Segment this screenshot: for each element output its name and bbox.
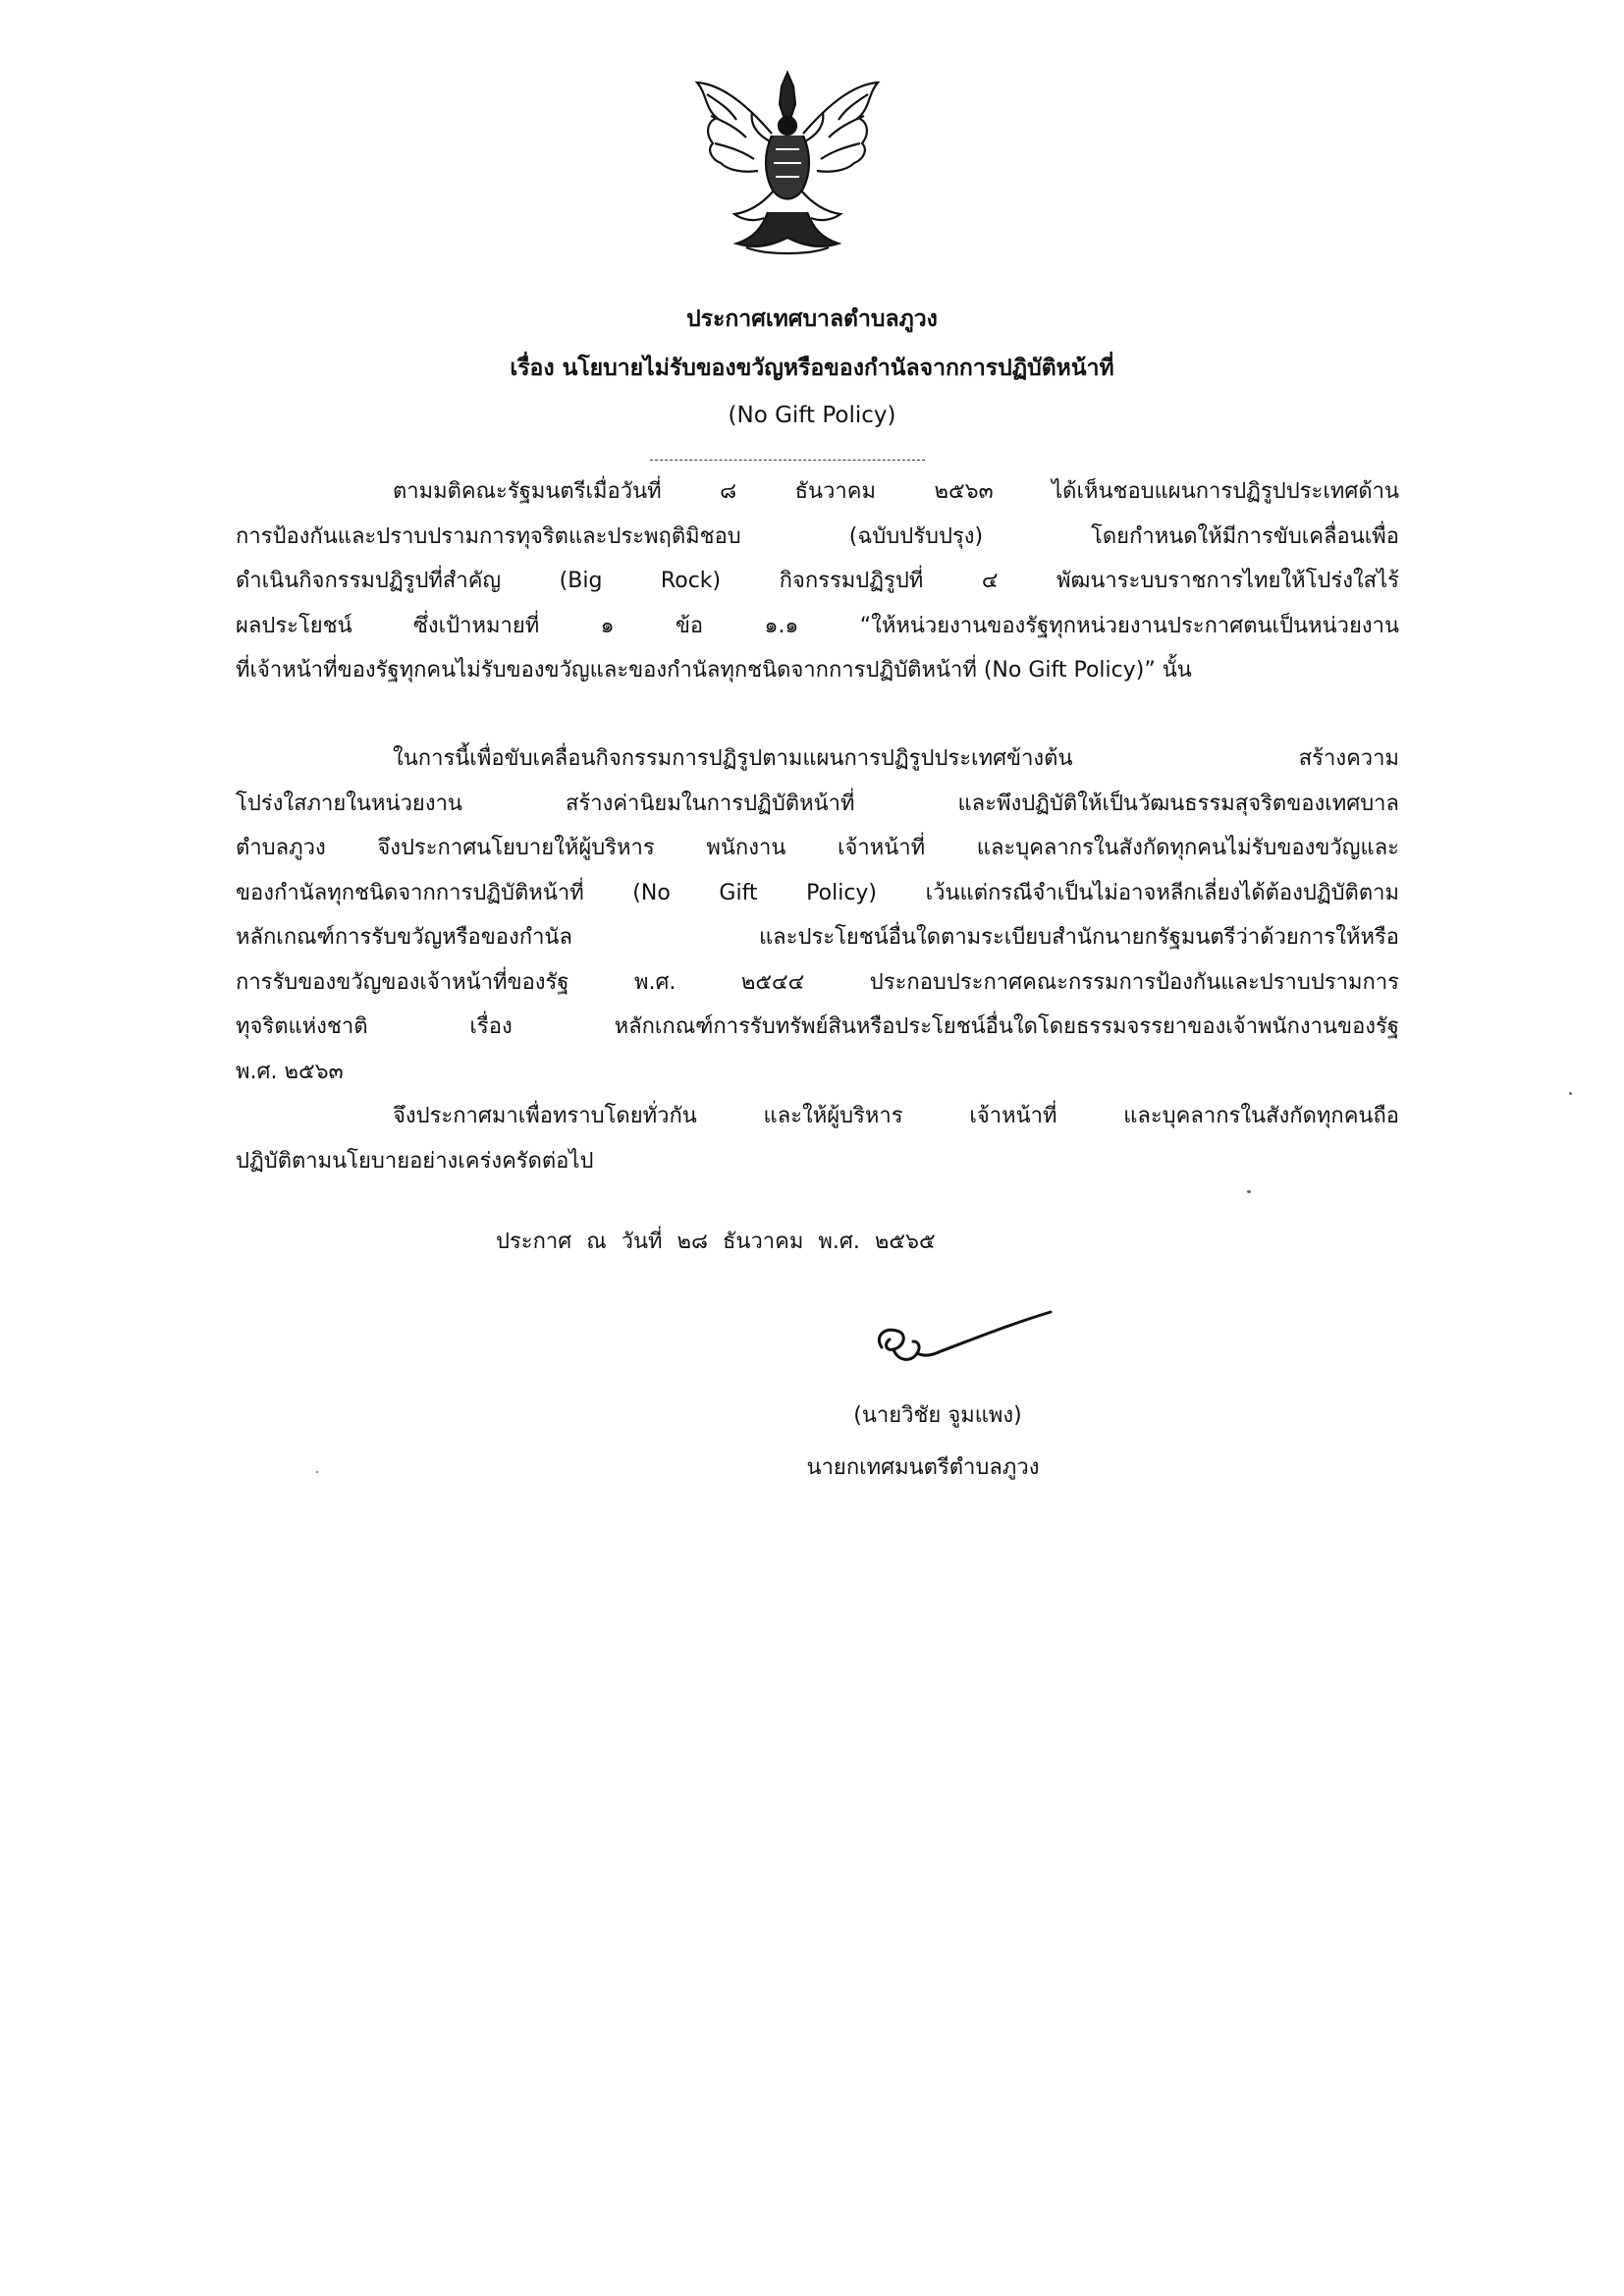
scan-speck — [1569, 1092, 1572, 1095]
paragraph-line: ดำเนินกิจกรรมปฏิรูปที่สำคัญ (Big Rock) กิจกรรมปฏิรูปที่ ๔ พัฒนาระบบราชการไทยให้โปร่งใสไร้ — [236, 569, 1399, 593]
paragraph-line: หลักเกณฑ์การรับขวัญหรือของกำนัล และประโยชน์อื่นใดตามระเบียบสำนักนายกรัฐมนตรีว่าด้วยการให้หรือ — [236, 925, 1399, 950]
paragraph-line: ปฏิบัติตามนโยบายอย่างเคร่งครัดต่อไป — [236, 1148, 594, 1174]
paragraph-line: ตามมติคณะรัฐมนตรีเมื่อวันที่ ๘ ธันวาคม ๒๕๖๓ ได้เห็นชอบแผนการปฏิรูปประเทศด้าน — [393, 479, 1399, 504]
paragraph-background — [236, 469, 1399, 693]
announcement-subject: เรื่อง นโยบายไม่รับของขวัญหรือของกำนัลจากการปฏิบัติหน้าที่ — [510, 355, 1114, 381]
garuda-emblem-icon — [677, 65, 898, 261]
paragraph-line: จึงประกาศมาเพื่อทราบโดยทั่วกัน และให้ผู้บริหาร เจ้าหน้าที่ และบุคลากรในสังกัดทุกคนถือ — [393, 1104, 1399, 1128]
scan-speck — [316, 1471, 318, 1473]
policy-name: (No Gift Policy) — [728, 403, 896, 428]
announcement-title: ประกาศเทศบาลตำบลภูวง — [686, 306, 938, 332]
paragraph-line: ที่เจ้าหน้าที่ของรัฐทุกคนไม่รับของขวัญและของกำนัลทุกชนิดจากการปฏิบัติหน้าที่ (No Gift Policy)” นั้น — [236, 658, 1192, 683]
announcement-date: ประกาศ ณ วันที่ ๒๘ ธันวาคม พ.ศ. ๒๕๖๕ — [496, 1230, 936, 1254]
signer-title: นายกเทศมนตรีตำบลภูวง — [806, 1455, 1040, 1480]
paragraph-line: ตำบลภูวง จึงประกาศนโยบายให้ผู้บริหาร พนักงาน เจ้าหน้าที่ และบุคลากรในสังกัดทุกคนไม่รับของขวัญและ — [236, 836, 1399, 860]
paragraph-line: การรับของขวัญของเจ้าหน้าที่ของรัฐ พ.ศ. ๒๕๔๔ ประกอบประกาศคณะกรรมการป้องกันและปราบปรามการ — [236, 969, 1399, 995]
title-divider — [650, 460, 925, 461]
paragraph-line: ในการนี้เพื่อขับเคลื่อนกิจกรรมการปฏิรูปตามแผนการปฏิรูปประเทศข้างต้น สร้างความ — [393, 746, 1399, 771]
paragraph-line: การป้องกันและปราบปรามการทุจริตและประพฤติมิชอบ (ฉบับปรับปรุง) โดยกำหนดให้มีการขับเคลื่อนเพื่อ — [236, 523, 1399, 549]
paragraph-policy — [236, 737, 1399, 1094]
handwritten-signature — [864, 1306, 1060, 1385]
scan-speck — [1247, 1190, 1251, 1193]
paragraph-closing — [236, 1094, 1399, 1183]
paragraph-line: โปร่งใสภายในหน่วยงาน สร้างค่านิยมในการปฏิบัติหน้าที่ และพึงปฏิบัติให้เป็นวัฒนธรรมสุจริตของเทศบาล — [236, 791, 1399, 816]
paragraph-line: ทุจริตแห่งชาติ เรื่อง หลักเกณฑ์การรับทรัพย์สินหรือประโยชน์อื่นใดโดยธรรมจรรยาของเจ้าพนักงานของรัฐ — [236, 1014, 1399, 1039]
signer-name: (นายวิชัย จูมแพง) — [853, 1403, 1022, 1428]
paragraph-line: ของกำนัลทุกชนิดจากการปฏิบัติหน้าที่ (No Gift Policy) เว้นแต่กรณีจำเป็นไม่อาจหลีกเลี่ยงได้ต้องปฏิบัติตาม — [236, 880, 1399, 905]
paragraph-line: ผลประโยชน์ ซึ่งเป้าหมายที่ ๑ ข้อ ๑.๑ “ให้หน่วยงานของรัฐทุกหน่วยงานประกาศตนเป็นหน่วยงาน — [236, 613, 1399, 638]
paragraph-line: พ.ศ. ๒๕๖๓ — [236, 1059, 344, 1084]
